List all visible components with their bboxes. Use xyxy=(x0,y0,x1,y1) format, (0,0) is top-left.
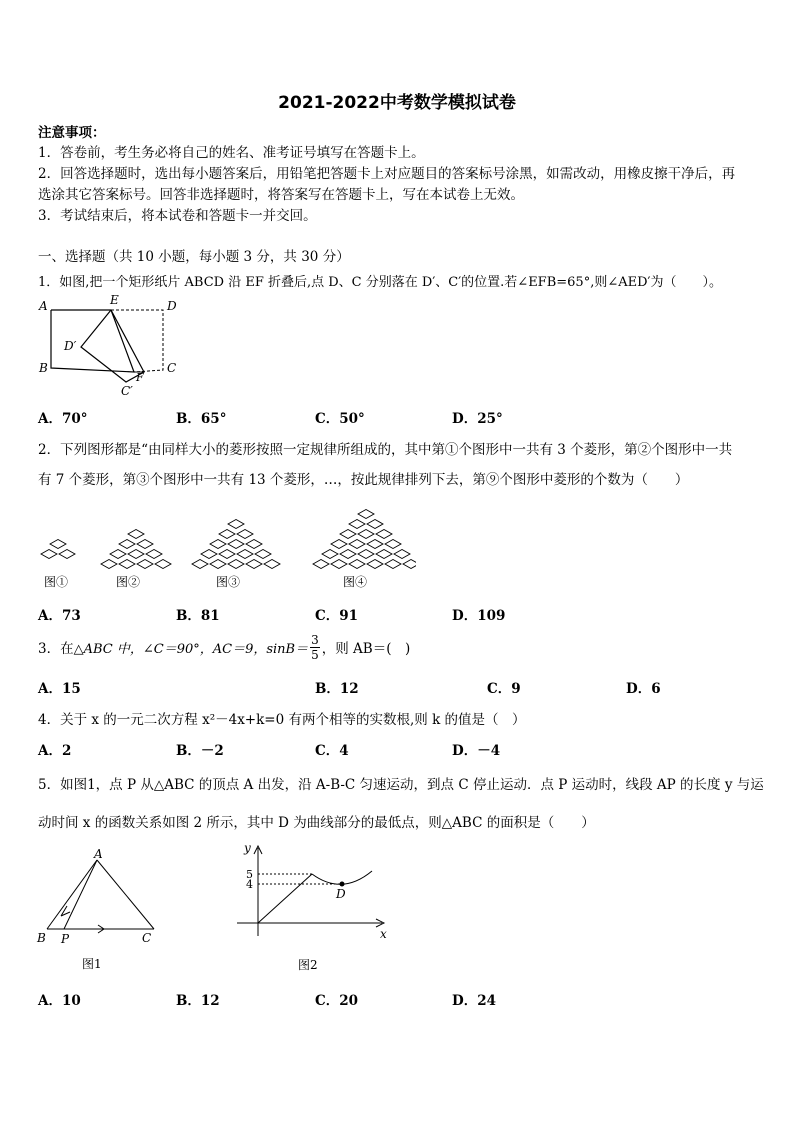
rhombus-shape xyxy=(367,540,383,549)
q3-option-d[interactable]: D．6 xyxy=(626,681,661,697)
rhombus-shape xyxy=(128,530,144,539)
q2-line-2: 有 7 个菱形，第③个图形中一共有 13 个菱形，…，按此规律排列下去，第⑨个图形中菱形的个数为（ ） xyxy=(38,472,689,488)
q1-label-f: F xyxy=(136,371,144,384)
rhombus-shape xyxy=(349,540,365,549)
q3-condition: △ABC 中，∠C＝90°，AC＝9，sinB＝ xyxy=(73,641,309,657)
rhombus-shape xyxy=(137,560,153,569)
rhombus-shape xyxy=(255,550,271,559)
q1-text: 1．如图,把一个矩形纸片 ABCD 沿 EF 折叠后,点 D、C 分别落在 D′、C′的位置.若∠EFB=65°,则∠AED′为（ ）。 xyxy=(38,275,722,290)
rhombus-shape xyxy=(313,560,329,569)
q1-option-b[interactable]: B．65° xyxy=(176,411,227,427)
q5-arrow-right-icon xyxy=(92,925,104,933)
q1-label-cprime: C′ xyxy=(121,384,133,398)
rhombus-shape xyxy=(219,530,235,539)
rhombus-shape xyxy=(119,560,135,569)
rhombus-shape xyxy=(322,550,338,559)
q5-tick-5: 5 xyxy=(246,868,253,881)
q2-caption-2: 图② xyxy=(116,575,141,589)
rhombus-shape xyxy=(340,530,356,539)
q5-figure-1 xyxy=(34,846,164,976)
rhombus-shape xyxy=(331,540,347,549)
q4-option-c[interactable]: C．4 xyxy=(315,743,349,759)
q5-linear-segment xyxy=(258,874,312,923)
rhombus-shape xyxy=(264,560,280,569)
q1-folded-part xyxy=(81,310,144,382)
q1-label-a: A xyxy=(39,299,48,313)
q5-label-a: A xyxy=(94,847,103,861)
q2-rhombus-figure xyxy=(36,490,416,595)
page-title: 2021-2022中考数学模拟试卷 xyxy=(278,93,516,113)
q4-option-d[interactable]: D．－4 xyxy=(452,743,501,759)
q1-label-b: B xyxy=(39,361,48,375)
rhombus-shape xyxy=(228,540,244,549)
rhombus-shape xyxy=(59,550,75,559)
rhombus-shape xyxy=(228,520,244,529)
q5-option-a[interactable]: A．10 xyxy=(38,993,81,1009)
q2-line-1: 2．下列图形都是“由同样大小的菱形按照一定规律所组成的，其中第①个图形中一共有 3 个菱形，第②个图形中一共 xyxy=(38,442,733,458)
q4-text: 4．关于 x 的一元二次方程 x²－4x+k=0 有两个相等的实数根,则 k 的值是（ ） xyxy=(38,712,526,728)
rhombus-shape xyxy=(228,560,244,569)
q4-option-b[interactable]: B．－2 xyxy=(176,743,224,759)
q3-fraction-den: 5 xyxy=(311,647,319,662)
rhombus-shape xyxy=(128,550,144,559)
q3-text xyxy=(38,630,410,664)
q5-label-p: P xyxy=(61,932,70,946)
notice-item-2-cont: 选涂其它答案标号。回答非选择题时，将答案写在答题卡上，写在本试卷上无效。 xyxy=(38,187,524,203)
notice-item-1: 1．答卷前，考生务必将自己的姓名、准考证号填写在答题卡上。 xyxy=(38,145,425,161)
q2-caption-4: 图④ xyxy=(343,575,368,589)
q5-label-c: C xyxy=(142,931,152,945)
rhombus-shape xyxy=(349,560,365,569)
q3-option-c[interactable]: C．9 xyxy=(487,681,521,697)
rhombus-shape xyxy=(349,520,365,529)
q5-caption-1: 图1 xyxy=(82,957,102,971)
q5-point-d xyxy=(340,882,345,887)
rhombus-shape xyxy=(394,550,410,559)
rhombus-shape xyxy=(385,560,401,569)
rhombus-shape xyxy=(237,550,253,559)
rhombus-shape xyxy=(358,550,374,559)
rhombus-shape xyxy=(155,560,171,569)
notice-item-2: 2．回答选择题时，选出每小题答案后，用铅笔把答题卡上对应题目的答案标号涂黑，如需改动，用橡皮擦干净后，再 xyxy=(38,166,736,182)
q1-option-c[interactable]: C．50° xyxy=(315,411,365,427)
q2-option-c[interactable]: C．91 xyxy=(315,608,359,624)
q5-label-b: B xyxy=(37,931,46,945)
rhombus-shape xyxy=(101,560,117,569)
rhombus-shape xyxy=(376,550,392,559)
rhombus-shape xyxy=(50,540,66,549)
q2-option-b[interactable]: B．81 xyxy=(176,608,220,624)
q2-option-a[interactable]: A．73 xyxy=(38,608,81,624)
rhombus-shape xyxy=(246,540,262,549)
q1-label-e: E xyxy=(110,293,119,307)
rhombus-shape xyxy=(403,560,416,569)
q5-caption-2: 图2 xyxy=(298,958,318,972)
rhombus-shape xyxy=(210,560,226,569)
q5-tick-4: 4 xyxy=(246,878,253,891)
q2-rhombus-patterns xyxy=(41,510,416,569)
rhombus-shape xyxy=(367,560,383,569)
rhombus-shape xyxy=(376,530,392,539)
rhombus-shape xyxy=(192,560,208,569)
q2-caption-3: 图③ xyxy=(216,575,241,589)
q3-option-b[interactable]: B．12 xyxy=(315,681,359,697)
q5-line-1: 5．如图1，点 P 从△ABC 的顶点 A 出发，沿 A-B-C 匀速运动，到点 C 停止运动．点 P 运动时，线段 AP 的长度 y 与运 xyxy=(38,777,764,793)
q5-label-y: y xyxy=(244,841,251,855)
rhombus-shape xyxy=(331,560,347,569)
rhombus-shape xyxy=(367,520,383,529)
rhombus-shape xyxy=(201,550,217,559)
rhombus-shape xyxy=(119,540,135,549)
rhombus-shape xyxy=(246,560,262,569)
notice-heading: 注意事项： xyxy=(38,125,106,141)
q5-option-d[interactable]: D．24 xyxy=(452,993,496,1009)
q5-label-d: D xyxy=(336,887,346,901)
q5-figure-2-graph xyxy=(232,838,392,978)
rhombus-shape xyxy=(385,540,401,549)
q1-dashed-edges xyxy=(111,310,163,372)
q1-option-a[interactable]: A．70° xyxy=(38,411,88,427)
q3-prefix: 3．在 xyxy=(38,641,74,657)
q5-label-x: x xyxy=(380,927,387,941)
q5-side-ac xyxy=(97,860,154,929)
rhombus-shape xyxy=(41,550,57,559)
q3-fraction-num: 3 xyxy=(311,632,319,647)
q1-label-dprime: D′ xyxy=(64,339,77,353)
q1-label-c: C xyxy=(167,361,177,375)
notice-item-3: 3．考试结束后，将本试卷和答题卡一并交回。 xyxy=(38,208,317,224)
q1-fold-figure xyxy=(36,292,186,402)
q5-side-ab xyxy=(47,860,97,929)
rhombus-shape xyxy=(210,540,226,549)
rhombus-shape xyxy=(358,530,374,539)
q3-suffix: ，则 AB＝( ) xyxy=(321,641,411,657)
rhombus-shape xyxy=(110,550,126,559)
rhombus-shape xyxy=(237,530,253,539)
q3-fraction xyxy=(310,634,320,661)
section-heading: 一、选择题（共 10 小题，每小题 3 分，共 30 分） xyxy=(38,249,350,265)
q5-option-c[interactable]: C．20 xyxy=(315,993,359,1009)
rhombus-shape xyxy=(340,550,356,559)
q5-option-b[interactable]: B．12 xyxy=(176,993,220,1009)
rhombus-shape xyxy=(146,550,162,559)
rhombus-shape xyxy=(137,540,153,549)
q4-option-a[interactable]: A．2 xyxy=(38,743,72,759)
q1-option-d[interactable]: D．25° xyxy=(452,411,503,427)
q2-caption-1: 图① xyxy=(44,575,69,589)
q5-segment-ap xyxy=(64,860,97,929)
q5-line-2: 动时间 x 的函数关系如图 2 所示，其中 D 为曲线部分的最低点，则△ABC 的面积是（ ） xyxy=(38,815,595,831)
rhombus-shape xyxy=(358,510,374,519)
q1-label-d: D xyxy=(167,299,177,313)
q3-option-a[interactable]: A．15 xyxy=(38,681,81,697)
rhombus-shape xyxy=(219,550,235,559)
q2-option-d[interactable]: D．109 xyxy=(452,608,506,624)
